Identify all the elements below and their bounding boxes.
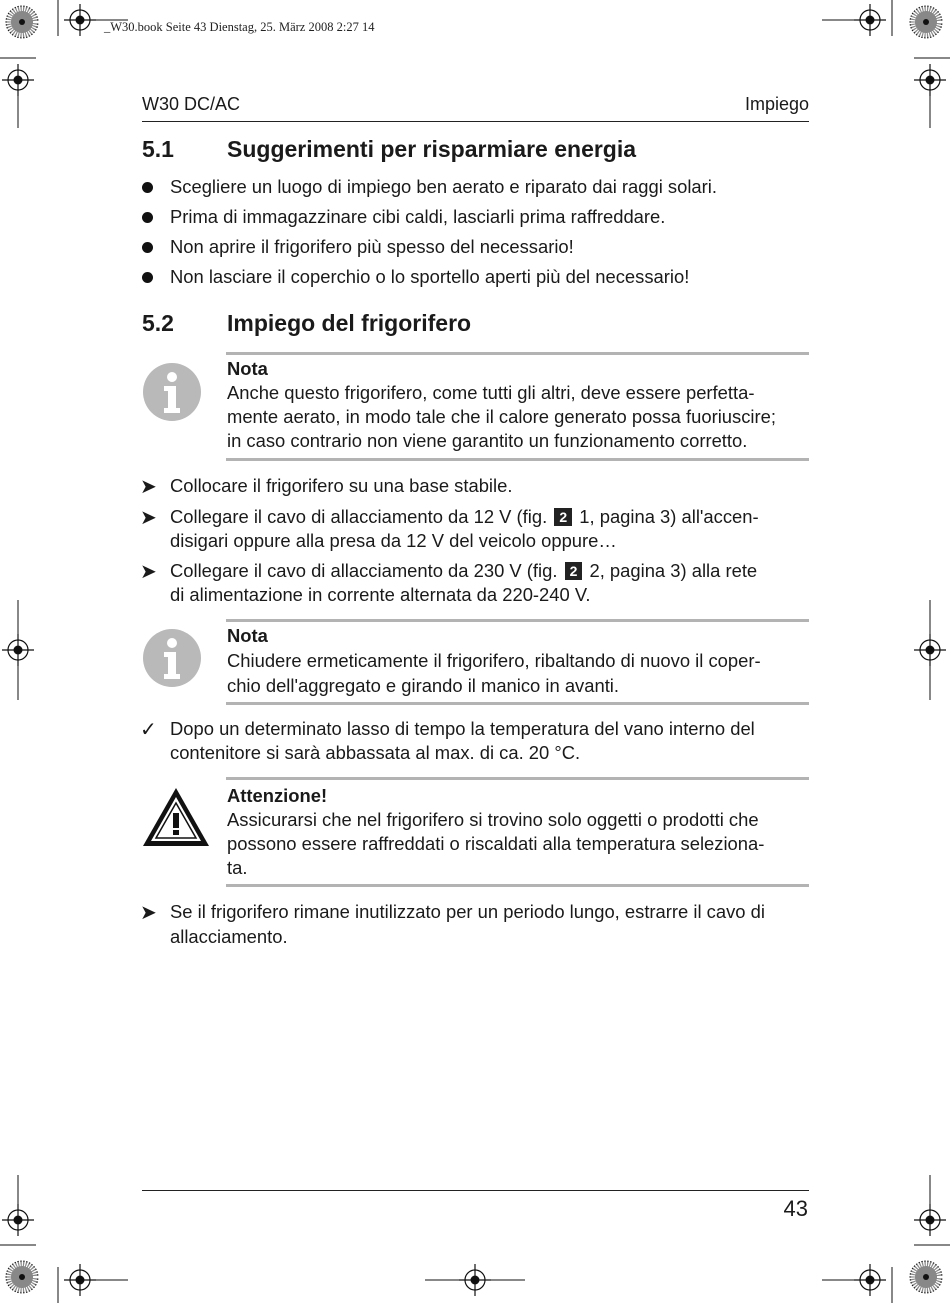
info-icon	[142, 628, 202, 688]
bullet-dot-icon	[142, 242, 153, 253]
note-text-line: Anche questo frigorifero, come tutti gli altri, deve essere perfetta-	[227, 382, 755, 403]
list-item: Prima di immagazzinare cibi caldi, lasciarli prima raffreddare.	[170, 206, 666, 227]
list-item: Non lasciare il coperchio o lo sportello aperti più del necessario!	[170, 266, 690, 287]
check-icon: ✓	[140, 719, 157, 741]
result-text-line: contenitore si sarà abbassata al max. di ca. 20 °C.	[170, 742, 581, 763]
step-text-part: 2, pagina 3) alla rete	[589, 560, 758, 581]
warning-text-line: Assicurarsi che nel frigorifero si trovino solo oggetti o prodotti che	[227, 809, 759, 830]
section-title: Suggerimenti per risparmiare energia	[227, 136, 637, 162]
arrow-right-icon: ➤	[140, 561, 157, 583]
result-text-line: Dopo un determinato lasso di tempo la temperatura del vano interno del	[170, 718, 755, 739]
step-text-line: Se il frigorifero rimane inutilizzato per un periodo lungo, estrarre il cavo di	[170, 901, 765, 922]
warning-title: Attenzione!	[227, 785, 328, 806]
step-text-part: Collegare il cavo di allacciamento da 230 V (fig.	[170, 560, 558, 581]
step-text-part: Collegare il cavo di allacciamento da 12 V (fig.	[170, 506, 548, 527]
bullet-dot-icon	[142, 272, 153, 283]
note-text-line: chio dell'aggregato e girando il manico in avanti.	[227, 675, 620, 696]
section-title: Impiego del frigorifero	[227, 310, 472, 336]
step-text: Collocare il frigorifero su una base stabile.	[170, 475, 513, 496]
section-number: 5.1	[142, 136, 174, 162]
section-5-2-heading	[142, 310, 471, 337]
figure-badge: 2	[565, 562, 583, 580]
warning-text-line: possono essere raffreddati o riscaldati alla temperatura seleziona-	[227, 833, 765, 854]
bullet-dot-icon	[142, 212, 153, 223]
note-bottom-bar	[226, 702, 809, 705]
info-icon	[142, 362, 202, 422]
page-number: 43	[783, 1196, 808, 1221]
note-top-bar	[226, 352, 809, 355]
step-text	[170, 506, 759, 528]
warning-bottom-bar	[226, 884, 809, 887]
header-chapter: Impiego	[744, 94, 809, 114]
arrow-right-icon: ➤	[140, 902, 157, 924]
note-title: Nota	[227, 358, 268, 379]
print-info: _W30.book Seite 43 Dienstag, 25. März 2008 2:27 14	[104, 20, 375, 34]
step-text-line: di alimentazione in corrente alternata da 220-240 V.	[170, 584, 591, 605]
note-text-line: Chiudere ermeticamente il frigorifero, ribaltando di nuovo il coper-	[227, 650, 761, 671]
header-rule	[142, 121, 809, 122]
list-item: Non aprire il frigorifero più spesso del necessario!	[170, 236, 574, 257]
list-item: Scegliere un luogo di impiego ben aerato e riparato dai raggi solari.	[170, 176, 717, 197]
note-text-line: in caso contrario non viene garantito un funzionamento corretto.	[227, 430, 748, 451]
warning-top-bar	[226, 777, 809, 780]
warning-icon	[141, 786, 211, 848]
step-text	[170, 560, 757, 582]
figure-badge: 2	[554, 508, 572, 526]
note-top-bar	[226, 619, 809, 622]
note-bottom-bar	[226, 458, 809, 461]
note-title: Nota	[227, 625, 268, 646]
footer-rule	[142, 1190, 809, 1191]
arrow-right-icon: ➤	[140, 507, 157, 529]
header-product: W30 DC/AC	[142, 94, 241, 114]
bullet-dot-icon	[142, 182, 153, 193]
step-text-part: 1, pagina 3) all'accen-	[579, 506, 759, 527]
warning-text-line: ta.	[227, 857, 248, 878]
arrow-right-icon: ➤	[140, 476, 157, 498]
section-number: 5.2	[142, 310, 174, 336]
step-text-line: disigari oppure alla presa da 12 V del veicolo oppure…	[170, 530, 617, 551]
note-text-line: mente aerato, in modo tale che il calore generato possa fuoriuscire;	[227, 406, 776, 427]
section-5-1-heading	[142, 136, 636, 163]
step-text-line: allacciamento.	[170, 926, 288, 947]
